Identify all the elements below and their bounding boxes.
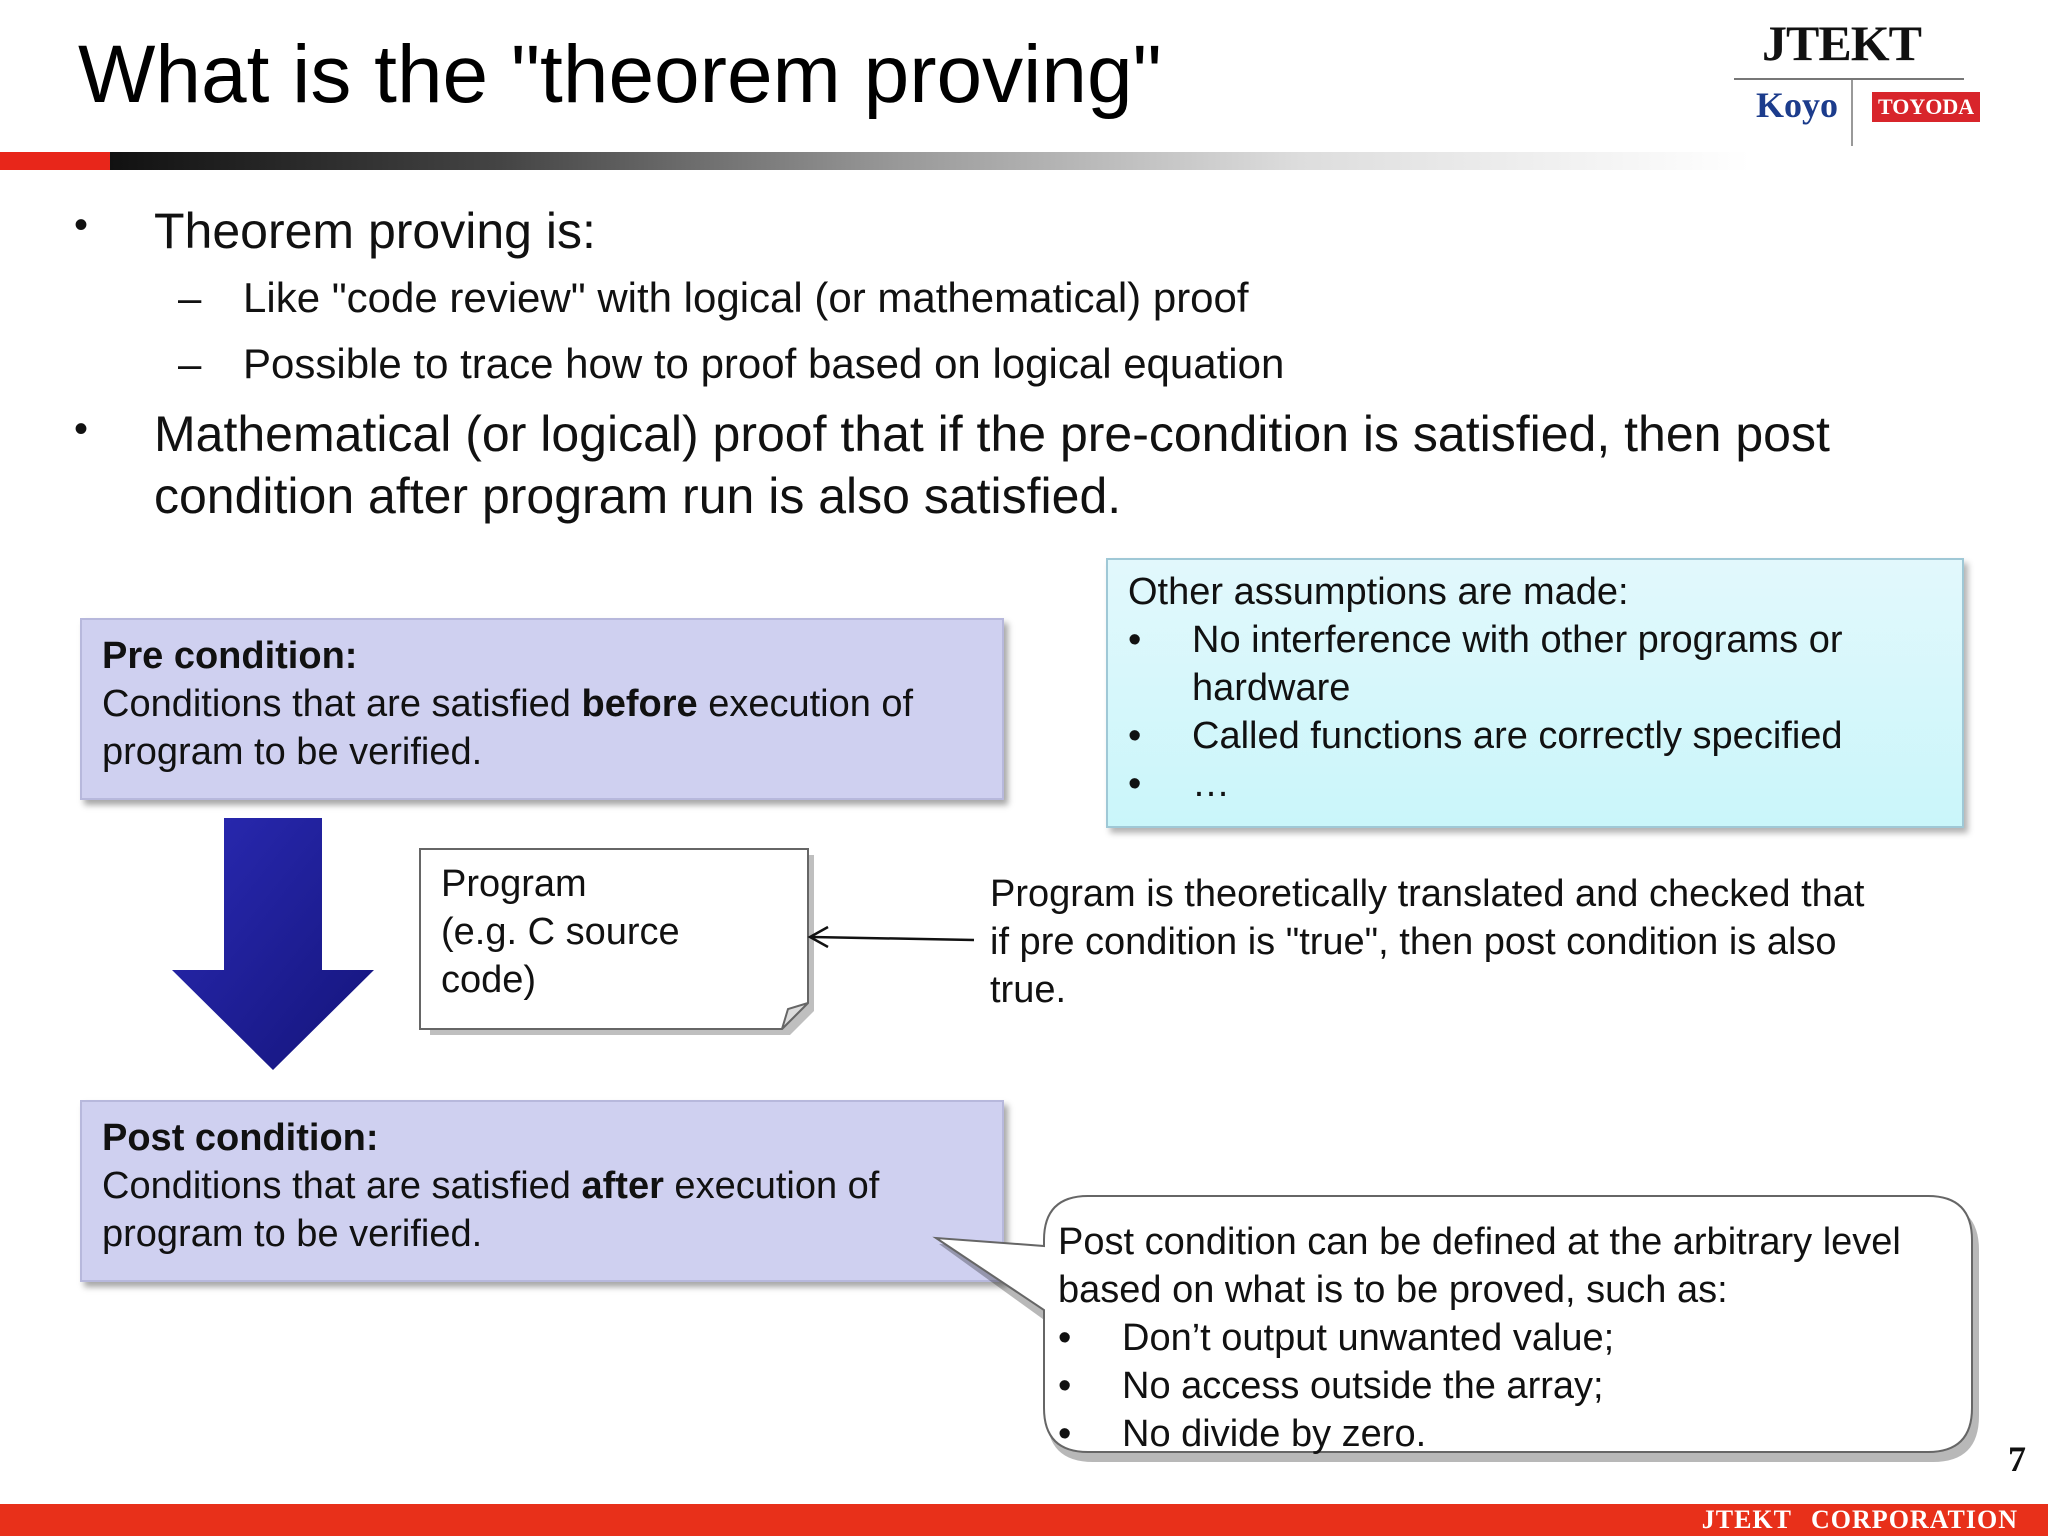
bullet-mathematical-proof-line2: condition after program run is also satisfied. [154, 468, 1122, 524]
page-number: 7 [2008, 1439, 2026, 1479]
callout-item [1058, 1362, 1901, 1410]
callout-item-text: No access outside the array; [1122, 1365, 1604, 1407]
flow-down-arrow-icon [170, 818, 376, 1072]
logo-toyoda: TOYODA [1872, 92, 1980, 122]
post-condition-text-end: execution of [663, 1165, 880, 1207]
assumption-line: hardware [1192, 667, 1351, 709]
sub-bullet-marker: – [178, 274, 202, 321]
post-condition-heading: Post condition: [102, 1117, 379, 1159]
pre-condition-line2: program to be verified. [102, 731, 483, 773]
logo-brand: JTEKT [1762, 15, 1921, 71]
explanation-line: true. [990, 969, 1067, 1011]
pre-condition-text-start: Conditions that are satisfied [102, 683, 582, 725]
post-condition-emphasis: after [581, 1165, 664, 1207]
slide-title: What is the "theorem proving" [78, 29, 1162, 120]
pointer-arrow-icon [806, 920, 976, 948]
callout-item-text: No divide by zero. [1122, 1413, 1427, 1455]
callout-item-text: Don’t output unwanted value; [1122, 1317, 1615, 1359]
pre-condition-heading: Pre condition: [102, 635, 358, 677]
assumption-line: No interference with other programs or [1192, 619, 1843, 661]
program-note-line: (e.g. C source [441, 911, 680, 953]
sub-bullet-code-review: Like "code review" with logical (or mathematical) proof [243, 274, 1249, 321]
bullet-mathematical-proof-line1: Mathematical (or logical) proof that if the pre-condition is satisfied, then post [154, 406, 1830, 462]
post-condition-line2: program to be verified. [102, 1213, 483, 1255]
post-condition-text [102, 1162, 982, 1210]
bullet-marker: • [1058, 1413, 1072, 1455]
callout-item [1058, 1410, 1901, 1458]
bullet-marker: • [1128, 763, 1142, 805]
program-note [441, 860, 680, 1004]
sub-bullet-trace-proof: Possible to trace how to proof based on logical equation [243, 340, 1285, 387]
callout-line: Post condition can be defined at the arbitrary level [1058, 1221, 1901, 1263]
bullet-marker: • [1128, 619, 1142, 661]
assumption-item [1128, 760, 1942, 808]
post-condition-text-start: Conditions that are satisfied [102, 1165, 582, 1207]
explanation-line: if pre condition is "true", then post condition is also [990, 921, 1837, 963]
bullet-marker: • [74, 203, 89, 247]
assumption-item [1128, 616, 1942, 712]
footer-company: JTEKT CORPORATION [1701, 1505, 2018, 1534]
jtekt-logo [1734, 14, 1975, 149]
pre-condition-box [80, 618, 1004, 800]
bullet-marker: • [1058, 1317, 1072, 1359]
callout-content [1058, 1218, 1901, 1458]
assumption-text [1192, 616, 1843, 712]
title-divider [0, 152, 2048, 170]
bullet-marker: • [1128, 715, 1142, 757]
assumption-item [1128, 712, 1942, 760]
bullet-marker: • [1058, 1365, 1072, 1407]
bullet-marker: • [74, 407, 89, 451]
post-condition-box [80, 1100, 1004, 1282]
pre-condition-text [102, 680, 982, 728]
assumptions-box [1106, 558, 1964, 828]
callout-line: based on what is to be proved, such as: [1058, 1269, 1728, 1311]
pre-condition-emphasis: before [581, 683, 698, 725]
logo-divider [1734, 78, 1964, 80]
program-note-line: code) [441, 959, 537, 1001]
logo-koyo: Koyo [1756, 85, 1839, 125]
pre-condition-text-end: execution of [697, 683, 914, 725]
assumptions-heading: Other assumptions are made: [1128, 571, 1629, 613]
explanation-line: Program is theoretically translated and checked that [990, 873, 1865, 915]
bullet-theorem-proving: Theorem proving is: [154, 203, 596, 259]
assumption-text: … [1192, 763, 1230, 805]
program-note-line: Program [441, 863, 587, 905]
logo-vertical-divider [1851, 80, 1853, 146]
assumption-text: Called functions are correctly specified [1192, 715, 1843, 757]
program-explanation [990, 870, 1864, 1014]
sub-bullet-marker: – [178, 340, 202, 387]
callout-item [1058, 1314, 1901, 1362]
